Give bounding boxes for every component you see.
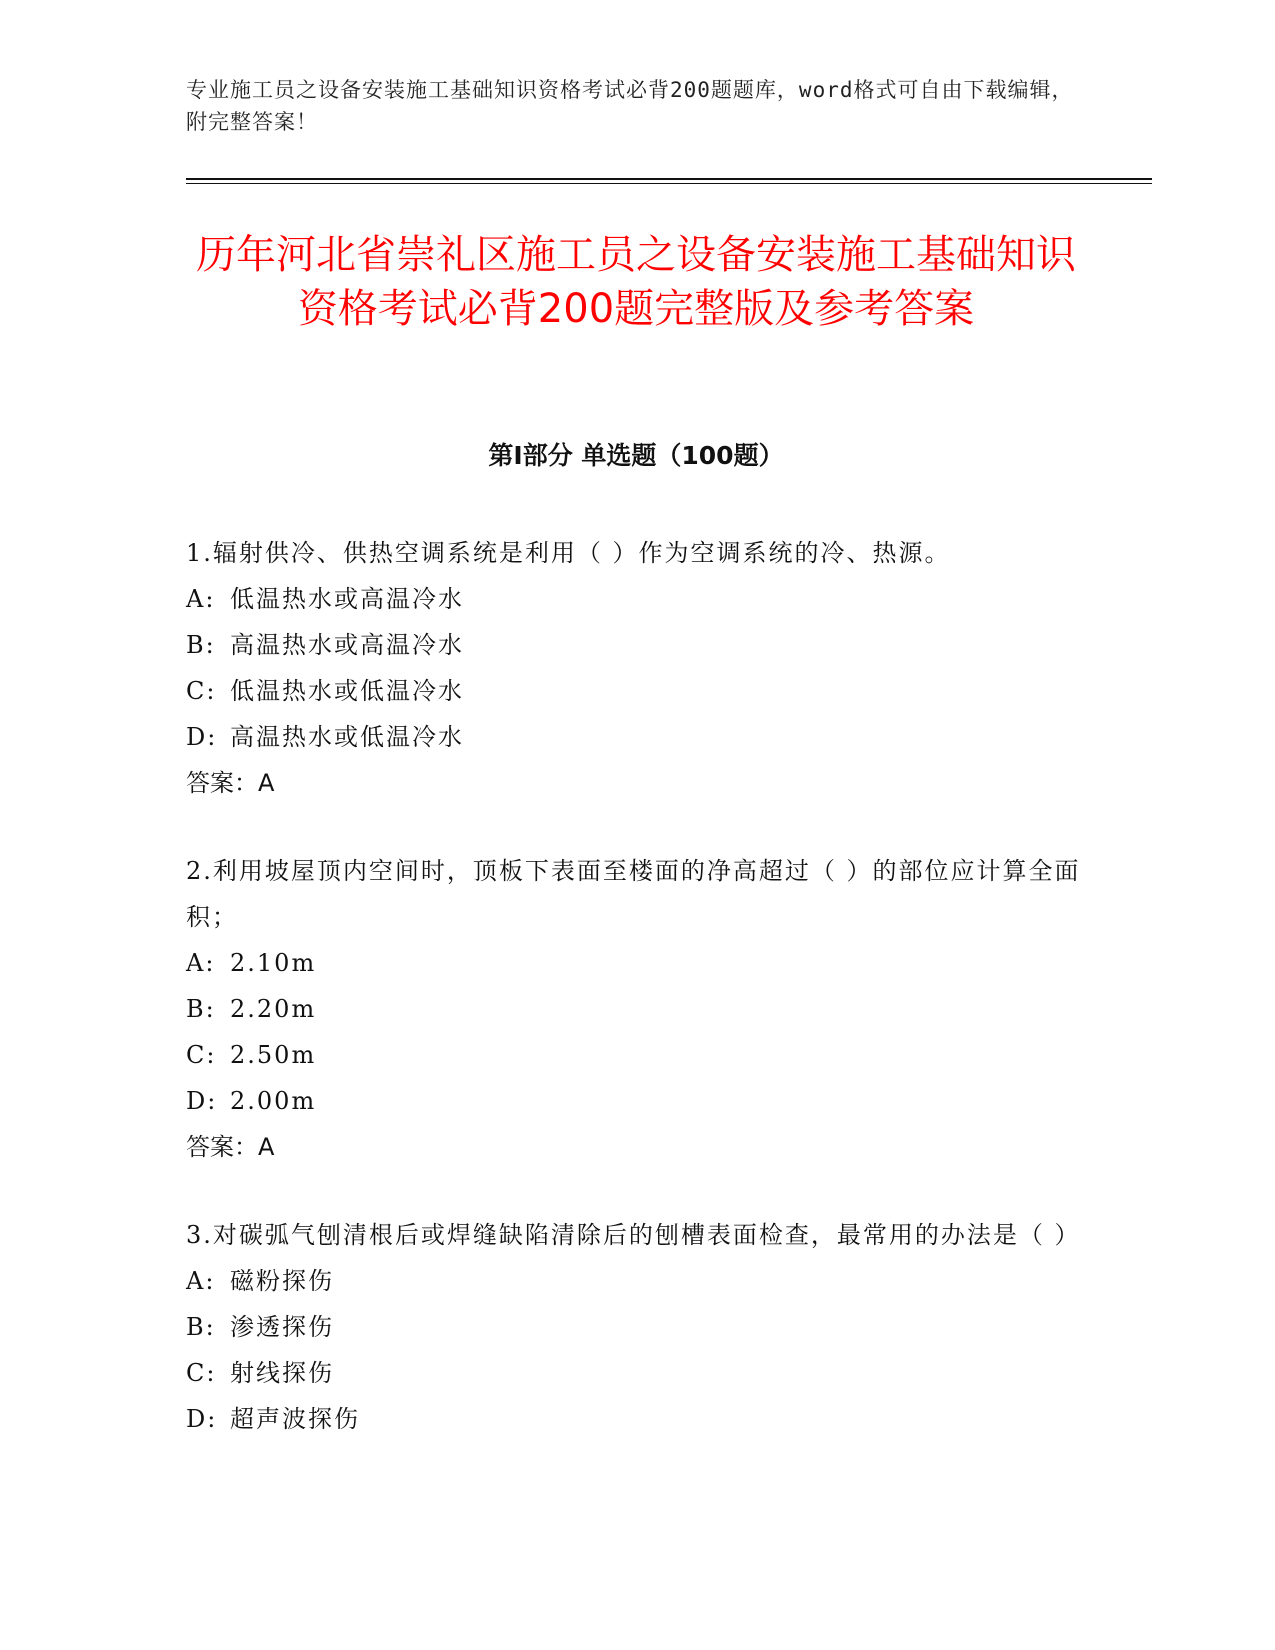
question-option	[186, 622, 1086, 668]
question-item	[186, 1212, 1086, 1442]
question-stem: 3.对碳弧气刨清根后或焊缝缺陷清除后的刨槽表面检查，最常用的办法是（ ）	[186, 1221, 1081, 1249]
header-divider-thick	[186, 178, 1152, 180]
question-answer: 答案：A	[186, 769, 275, 797]
question-option	[186, 668, 1086, 714]
option-text: 低温热水或低温冷水	[230, 677, 464, 705]
option-letter: C:	[186, 677, 217, 705]
question-option	[186, 986, 1086, 1032]
option-text: 高温热水或低温冷水	[230, 723, 464, 751]
question-option	[186, 1304, 1086, 1350]
option-text: 射线探伤	[230, 1359, 334, 1387]
question-option	[186, 1258, 1086, 1304]
question-list	[186, 530, 1086, 1484]
option-text: 渗透探伤	[230, 1313, 334, 1341]
question-option	[186, 1396, 1086, 1442]
header-note: 专业施工员之设备安装施工基础知识资格考试必背200题题库，word格式可自由下载编辑，附完整答案！	[186, 78, 1074, 134]
question-option	[186, 940, 1086, 986]
option-text: 磁粉探伤	[230, 1267, 334, 1295]
option-letter: C:	[186, 1359, 217, 1387]
option-letter: B:	[186, 995, 216, 1023]
question-stem: 1.辐射供冷、供热空调系统是利用（ ）作为空调系统的冷、热源。	[186, 539, 951, 567]
question-option	[186, 576, 1086, 622]
question-answer: 答案：A	[186, 1133, 275, 1161]
option-text: 2.10m	[230, 949, 317, 977]
option-letter: D:	[186, 723, 218, 751]
header-divider-thin	[186, 183, 1152, 184]
section-title: 第I部分 单选题（100题）	[488, 441, 784, 470]
option-text: 低温热水或高温冷水	[230, 585, 464, 613]
option-letter: A:	[186, 585, 216, 613]
question-option	[186, 1032, 1086, 1078]
question-stem: 2.利用坡屋顶内空间时，顶板下表面至楼面的净高超过（ ）的部位应计算全面积；	[186, 857, 1081, 931]
option-letter: D:	[186, 1087, 218, 1115]
question-option	[186, 1350, 1086, 1396]
option-letter: A:	[186, 1267, 216, 1295]
question-item	[186, 530, 1086, 806]
option-letter: B:	[186, 631, 216, 659]
option-text: 2.20m	[230, 995, 317, 1023]
option-text: 高温热水或高温冷水	[230, 631, 464, 659]
option-text: 2.00m	[230, 1087, 317, 1115]
option-letter: D:	[186, 1405, 218, 1433]
question-option	[186, 1078, 1086, 1124]
option-text: 超声波探伤	[230, 1405, 360, 1433]
option-letter: C:	[186, 1041, 217, 1069]
option-letter: A:	[186, 949, 216, 977]
option-letter: B:	[186, 1313, 216, 1341]
option-text: 2.50m	[230, 1041, 317, 1069]
document-title: 历年河北省崇礼区施工员之设备安装施工基础知识资格考试必背200题完整版及参考答案	[196, 232, 1076, 332]
question-item	[186, 848, 1086, 1170]
question-option	[186, 714, 1086, 760]
